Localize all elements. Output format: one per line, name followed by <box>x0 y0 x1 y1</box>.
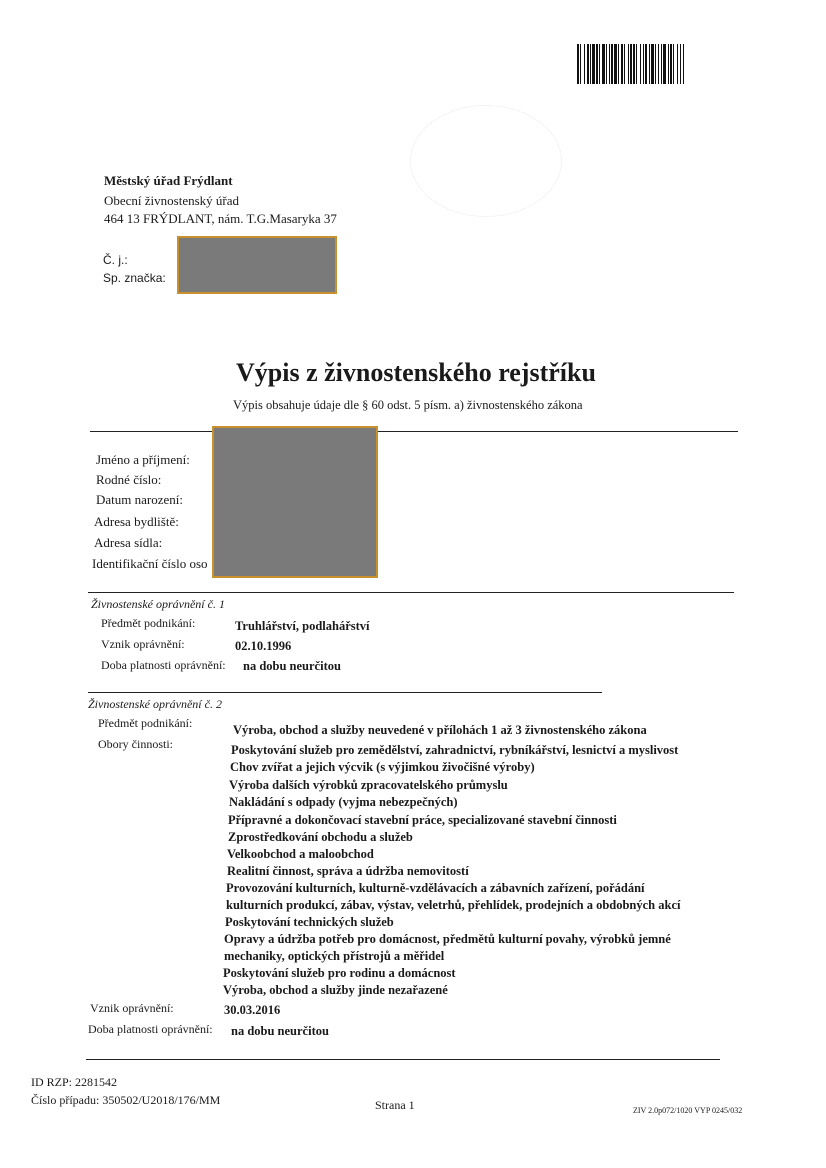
activity-item: Nakládání s odpady (vyjma nebezpečných) <box>229 795 458 809</box>
divider <box>90 431 738 432</box>
footer-case-number: Číslo případu: 350502/U2018/176/MM <box>31 1093 221 1107</box>
activity-item: Velkoobchod a maloobchod <box>227 847 374 861</box>
sp-label: Sp. značka: <box>103 271 166 285</box>
redaction-person <box>212 426 378 578</box>
activity-item: Opravy a údržba potřeb pro domácnost, předmětů kulturní povahy, výrobků jemné <box>224 932 671 946</box>
permit2-validity: na dobu neurčitou <box>231 1024 329 1038</box>
activity-item: Chov zvířat a jejich výcvik (s výjimkou živočišné výroby) <box>230 760 535 774</box>
divider <box>88 592 734 593</box>
footer-form-code: ZIV 2.0p072/1020 VYP 0245/032 <box>633 1106 743 1115</box>
label-birth-date: Datum narození: <box>96 492 183 507</box>
label-name: Jméno a příjmení: <box>96 452 190 467</box>
permit1-validity-label: Doba platnosti oprávnění: <box>101 658 226 672</box>
redaction-refs <box>177 236 337 294</box>
permit2-subject: Výroba, obchod a služby neuvedené v přílohách 1 až 3 živnostenského zákona <box>233 723 647 737</box>
permit1-validity: na dobu neurčitou <box>243 659 341 673</box>
label-id-number: Identifikační číslo oso <box>92 556 208 571</box>
permit2-heading: Živnostenské oprávnění č. 2 <box>88 697 222 711</box>
page-subtitle: Výpis obsahuje údaje dle § 60 odst. 5 písm. a) živnostenského zákona <box>233 398 583 412</box>
activity-item: Poskytování služeb pro rodinu a domácnost <box>223 966 456 980</box>
permit1-heading: Živnostenské oprávnění č. 1 <box>91 597 225 611</box>
label-seat: Adresa sídla: <box>94 535 163 550</box>
activity-item: Poskytování služeb pro zemědělství, zahradnictví, rybníkářství, lesnictví a myslivost <box>231 743 679 757</box>
label-birth-number: Rodné číslo: <box>96 472 162 487</box>
activity-item: mechaniky, optických přístrojů a měřidel <box>224 949 445 963</box>
permit1-subject: Truhlářství, podlahářství <box>235 619 370 633</box>
activity-item: Výroba dalších výrobků zpracovatelského průmyslu <box>229 778 508 792</box>
permit2-subject-label: Předmět podnikání: <box>98 716 193 730</box>
activity-item: Přípravné a dokončovací stavební práce, specializované stavební činnosti <box>228 813 617 827</box>
activity-item: Zprostředkování obchodu a služeb <box>228 830 413 844</box>
permit2-since: 30.03.2016 <box>224 1003 281 1017</box>
divider <box>86 1059 720 1060</box>
permit2-fields-label: Obory činnosti: <box>98 737 173 751</box>
barcode <box>577 44 775 84</box>
activity-item: Výroba, obchod a služby jinde nezařazené <box>223 983 448 997</box>
activity-item: Poskytování technických služeb <box>225 915 394 929</box>
activity-item: Realitní činnost, správa a údržba nemovitostí <box>227 864 469 878</box>
label-residence: Adresa bydliště: <box>94 514 179 529</box>
cj-label: Č. j.: <box>103 253 128 267</box>
office-address: 464 13 FRÝDLANT, nám. T.G.Masaryka 37 <box>104 211 337 226</box>
permit2-validity-label: Doba platnosti oprávnění: <box>88 1022 213 1036</box>
office-name: Městský úřad Frýdlant <box>104 173 233 188</box>
permit1-subject-label: Předmět podnikání: <box>101 616 196 630</box>
divider <box>88 692 602 693</box>
permit2-since-label: Vznik oprávnění: <box>90 1001 174 1015</box>
office-dept: Obecní živnostenský úřad <box>104 193 240 208</box>
permit1-since-label: Vznik oprávnění: <box>101 637 185 651</box>
footer-page-number: Strana 1 <box>375 1098 415 1112</box>
faint-stamp <box>410 105 562 217</box>
activity-item: kulturních produkcí, zábav, výstav, veletrhů, přehlídek, prodejních a obdobných akcí <box>226 898 681 912</box>
activity-item: Provozování kulturních, kulturně-vzdělávacích a zábavních zařízení, pořádání <box>226 881 645 895</box>
page-title: Výpis z živnostenského rejstříku <box>236 358 596 387</box>
footer-id-rzp: ID RZP: 2281542 <box>31 1075 118 1089</box>
permit1-since: 02.10.1996 <box>235 639 292 653</box>
